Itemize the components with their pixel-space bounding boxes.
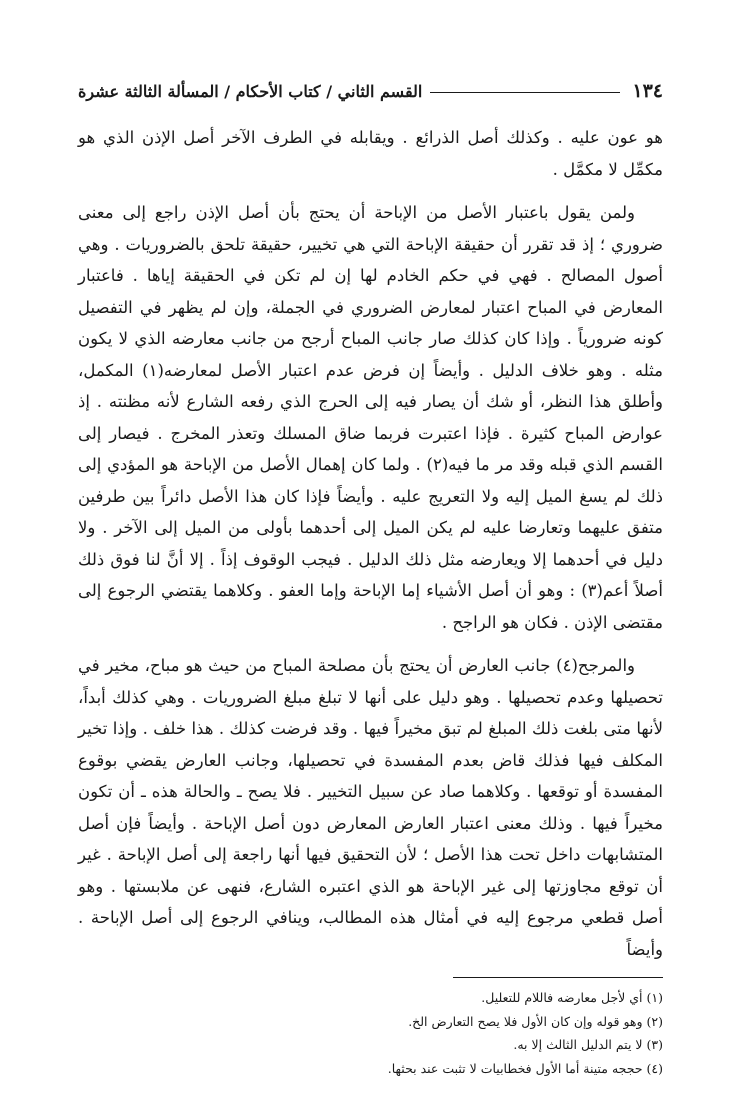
page-number: ١٣٤ bbox=[632, 80, 663, 102]
footnote: (٤) حججه متينة أما الأول فخطابيات لا تثبت عند بحثها. bbox=[387, 1060, 663, 1076]
paragraph: والمرجح(٤) جانب العارض أن يحتج بأن مصلحة المباح من حيث هو مباح، مخير في تحصيلها وعدم تحصيلها . وهو دليل على أنها لا تبلغ مبلغ الضروريات . وهي كذلك أبداً، لأنها متى بلغت ذلك المبلغ لم تبق مخيراً فيها . وقد فرضت كذلك . هذا خلف . وإذا تخير المكلف فيها فذلك قاض بعدم المفسدة في تحصيلها، وجانب العارض يقضي بوقوع المفسدة أو توقعها . وكلاهما صاد عن سبيل التخيير . فلا يصح ـ والحالة هذه ـ أن تكون مخيراً فيها . وذلك معنى اعتبار العارض المعارض دون أصل الإباحة . وأيضاً فإن أصل المتشابهات داخل تحت هذا الأصل ؛ لأن التحقيق فيها أنها راجعة إلى أصل الإباحة . غير أن توقع مجاوزتها إلى غير الإباحة هو الذي اعتبره الشارع، فنهى عن ملابستها . وهو أصل قطعي مرجوع إليه في أمثال هذه المطالب، وينافي الرجوع إلى أصل الإباحة . وأيضاً bbox=[78, 656, 663, 959]
page-header bbox=[78, 80, 663, 108]
body-text bbox=[78, 122, 663, 965]
paragraph: ولمن يقول باعتبار الأصل من الإباحة أن يحتج بأن أصل الإذن راجع إلى معنى ضروري ؛ إذ قد تقرر أن حقيقة الإباحة التي هي تخيير، حقيقة تلحق بالضروريات . وهي أصول المصالح . فهي في حكم الخادم لها إن لم تكن في الحقيقة إياها . فاعتبار المعارض في المباح اعتبار لمعارض الضروري في الجملة، وإن لم يظهر في التفصيل كونه ضرورياً . وإذا كان كذلك صار جانب المباح أرجح من جانب معارضه الذي لا يكون مثله . وهو خلاف الدليل . وأيضاً إن فرض عدم اعتبار الأصل لمعارضه(١) المكمل، وأطلق هذا النظر، أو شك أن يصار فيه إلى الحرج الذي رفعه الشارع لأنه مظنته . إذ عوارض المباح كثيرة . فإذا اعتبرت فربما ضاق المسلك وتعذر المخرج . فيصار إلى القسم الذي قبله وقد مر ما فيه(٢) . ولما كان إهمال الأصل من الإباحة هو المؤدي إلى ذلك لم يسغ الميل إليه ولا التعريج عليه . وأيضاً فإذا كان هذا الأصل دائراً بين طرفين متفق عليهما وتعارضا عليه لم يكن الميل إلى أحدهما بأولى من الميل إلى الآخر . ولا دليل في أحدهما إلا ويعارضه مثل ذلك الدليل . فيجب الوقوف إذاً . إلا أنَّ لنا فوق ذلك أصلاً أعم(٣) : وهو أن أصل الأشياء إما الإباحة وإما العفو . وكلاهما يقتضي الرجوع إلى مقتضى الإذن . فكان هو الراجح . bbox=[78, 203, 663, 632]
book-page bbox=[78, 80, 663, 1080]
footnote-divider bbox=[453, 977, 663, 978]
header-rule bbox=[430, 92, 620, 93]
paragraph: هو عون عليه . وكذلك أصل الذرائع . ويقابله في الطرف الآخر أصل الإذن الذي هو مكمِّل لا مكمَّل . bbox=[78, 128, 663, 179]
running-title: القسم الثاني / كتاب الأحكام / المسألة الثالثة عشرة bbox=[78, 82, 423, 101]
footnotes bbox=[78, 986, 663, 1080]
footnote: (٢) وهو قوله وإن كان الأول فلا يصح التعارض الخ. bbox=[408, 1013, 663, 1029]
footnote: (٣) لا يتم الدليل الثالث إلا به. bbox=[513, 1037, 663, 1052]
footnote: (١) أي لأجل معارضه فاللام للتعليل. bbox=[481, 990, 663, 1005]
